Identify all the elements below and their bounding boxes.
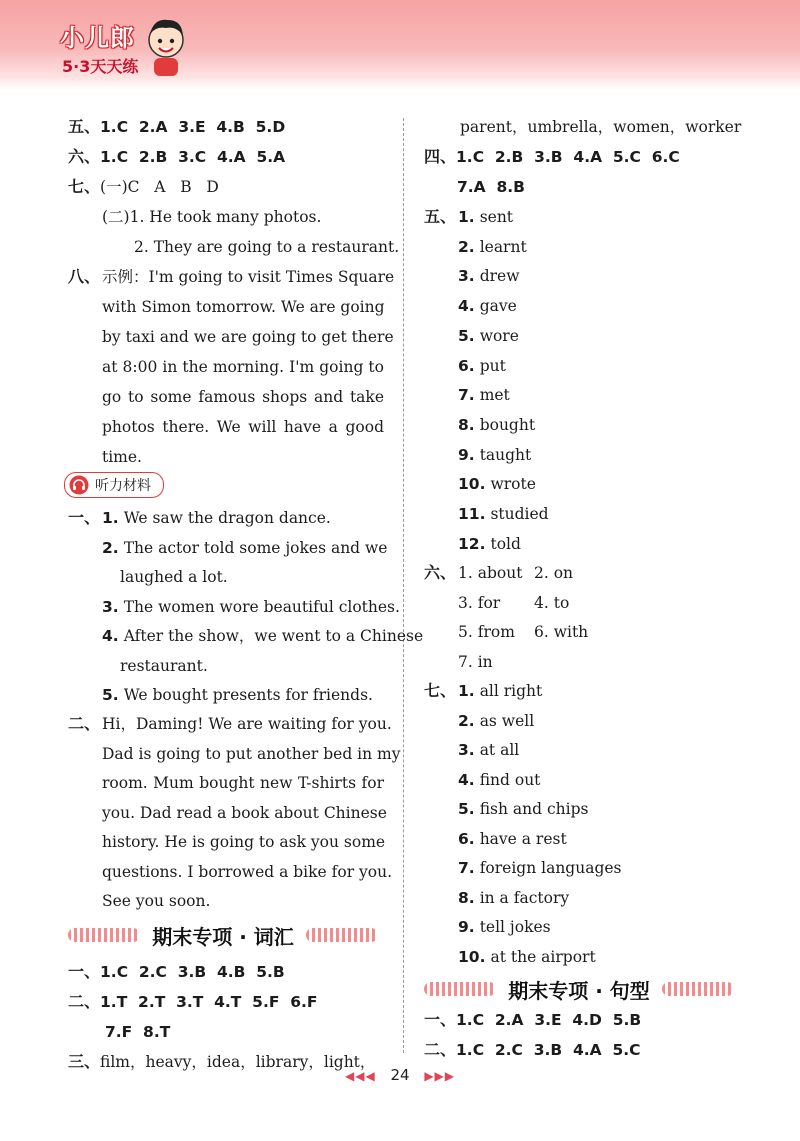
- passage-line: room. Mum bought new T-shirts for: [102, 774, 384, 792]
- section-tag: 五、: [424, 207, 457, 226]
- answer-item: [458, 232, 527, 262]
- item-text: wore: [479, 326, 519, 345]
- item-text: told: [490, 534, 521, 553]
- answer-text: 1.C 2.A 3.E 4.D 5.B: [456, 1011, 642, 1029]
- listening-sentence-cont: laughed a lot.: [120, 568, 228, 586]
- item-text: fish and chips: [479, 800, 589, 818]
- answer-item: [458, 883, 569, 913]
- answer-item: [458, 469, 536, 499]
- sentence-section-banner: [424, 974, 734, 1004]
- essay-line: photos there. We will have a good: [102, 418, 384, 436]
- brand-logo: [56, 14, 186, 78]
- answer-item: [458, 202, 513, 232]
- answer-text: (一)C A B D: [100, 178, 219, 196]
- item-number: 8.: [458, 415, 475, 434]
- section-tag: 二、: [68, 992, 101, 1011]
- passage-line: Dad is going to put another bed in my: [102, 744, 401, 763]
- answer-pair-a: 5. from: [458, 623, 515, 641]
- answer-pair-b: 2. on: [534, 564, 574, 582]
- answer-text: film，heavy，idea，library，light，: [100, 1053, 376, 1071]
- item-text: taught: [479, 445, 532, 464]
- item-text: After the show，we went to a Chinese: [123, 627, 424, 645]
- answer-item: [458, 824, 567, 854]
- answer-pair-a: 1. about: [458, 564, 523, 582]
- item-number: 3.: [458, 267, 475, 286]
- answer-item: [458, 440, 531, 470]
- answer-item: [458, 261, 519, 291]
- item-number: 1.: [102, 509, 119, 527]
- item-text: at all: [479, 741, 520, 759]
- item-number: 5.: [458, 800, 475, 818]
- answer-si-cont: 7.A 8.B: [457, 178, 525, 196]
- listening-sentence: [102, 621, 423, 651]
- answer-item: [458, 706, 534, 736]
- item-number: 7.: [458, 386, 475, 405]
- item-number: 3.: [458, 741, 475, 759]
- answer-item: [458, 321, 519, 351]
- section-tag: 二、: [424, 1040, 457, 1059]
- item-text: tell jokes: [479, 918, 551, 936]
- essay-line: with Simon tomorrow. We are going: [102, 298, 385, 316]
- page-header: [0, 0, 800, 90]
- listening-sentence: [102, 533, 387, 563]
- item-number: 2.: [102, 538, 119, 557]
- banner-stripes: [662, 982, 734, 996]
- item-text: have a rest: [479, 829, 567, 848]
- column-divider: [403, 118, 404, 1053]
- listening-sentence: [102, 680, 373, 710]
- answer-qi-part2a: (二)1. He took many photos.: [102, 208, 322, 226]
- prev-arrows-icon: ◀◀◀: [344, 1069, 376, 1083]
- listening-label-text: 听力材料: [95, 478, 151, 494]
- section-tag: 三、: [68, 1052, 101, 1071]
- essay-line: at 8:00 in the morning. I'm going to: [102, 358, 384, 376]
- answer-text: 1.C 2.A 3.E 4.B 5.D: [100, 118, 286, 136]
- essay-line: 示例：I'm going to visit Times Square: [102, 268, 395, 286]
- vocab-yi: [68, 957, 285, 987]
- section-tag: 七、: [424, 681, 457, 700]
- answer-item: [458, 912, 551, 942]
- listening-sentence-cont: restaurant.: [120, 656, 208, 675]
- item-text: We bought presents for friends.: [123, 686, 373, 704]
- item-text: foreign languages: [479, 859, 622, 877]
- item-number: 12.: [458, 534, 486, 553]
- section-tag: 六、: [424, 563, 457, 582]
- item-text: find out: [479, 770, 541, 789]
- section-tag: 七、: [68, 177, 101, 196]
- answer-liu: [424, 558, 456, 588]
- listening-material-label: [64, 472, 164, 498]
- section-tag: 六、: [68, 147, 101, 166]
- answer-wu: [424, 202, 456, 232]
- item-text: The actor told some jokes and we: [123, 538, 388, 557]
- item-number: 4.: [458, 297, 475, 316]
- answer-pair-a: 7. in: [458, 652, 493, 671]
- section-tag: 五、: [68, 117, 101, 136]
- answer-item: [458, 499, 549, 529]
- essay-line: time.: [102, 448, 142, 466]
- passage-line: history. He is going to ask you some: [102, 833, 386, 851]
- item-text: The women wore beautiful clothes.: [123, 597, 400, 616]
- answer-text: 1.C 2.B 3.C 4.A 5.A: [100, 148, 286, 166]
- sentence-yi: [424, 1005, 641, 1035]
- item-number: 9.: [458, 445, 475, 464]
- vocab-section-title: 期末专项 · 词汇: [152, 924, 294, 949]
- item-text: wrote: [490, 475, 536, 494]
- item-text: learnt: [479, 237, 527, 256]
- answer-pair-a: 3. for: [458, 593, 501, 612]
- section-tag: 一、: [424, 1010, 457, 1029]
- item-number: 11.: [458, 505, 486, 523]
- answer-item: [458, 529, 521, 559]
- item-number: 1.: [458, 682, 475, 700]
- next-arrows-icon: ▶▶▶: [424, 1069, 456, 1083]
- answer-text: 1.C 2.B 3.B 4.A 5.C 6.C: [456, 148, 680, 166]
- item-text: gave: [479, 297, 517, 316]
- item-number: 10.: [458, 947, 486, 966]
- answer-text: 1.C 2.C 3.B 4.B 5.B: [100, 963, 285, 981]
- item-text: studied: [490, 505, 549, 523]
- section-tag: 八、: [68, 267, 101, 286]
- item-text: in a factory: [479, 888, 570, 907]
- answer-qi: [424, 676, 456, 706]
- banner-stripes: [424, 982, 496, 996]
- answer-pair-b: 4. to: [534, 593, 570, 612]
- answer-liu: [68, 142, 285, 172]
- item-text: all right: [479, 682, 543, 700]
- item-text: put: [479, 356, 506, 375]
- answer-qi: [68, 172, 219, 202]
- item-text: as well: [479, 711, 535, 730]
- passage-line: Hi，Daming! We are waiting for you.: [102, 715, 392, 733]
- item-number: 5.: [102, 686, 119, 704]
- answer-item: [458, 735, 519, 765]
- answer-text: 1.C 2.C 3.B 4.A 5.C: [456, 1041, 641, 1059]
- section-tag: 二、: [68, 714, 101, 733]
- passage-line: See you soon.: [102, 892, 211, 910]
- item-number: 2.: [458, 237, 475, 256]
- vocab-section-banner: [68, 920, 378, 950]
- answer-item: [458, 853, 622, 883]
- vocab-er: [68, 987, 318, 1017]
- answer-si: [424, 142, 680, 172]
- answer-item: [458, 676, 542, 706]
- answer-qi-part2b: 2. They are going to a restaurant.: [134, 238, 400, 256]
- listening-yi: [68, 503, 100, 533]
- item-number: 5.: [458, 326, 475, 345]
- item-text: met: [479, 386, 510, 405]
- essay-line: go to some famous shops and take: [102, 388, 384, 406]
- sentence-section-title: 期末专项 · 句型: [508, 978, 650, 1003]
- item-number: 10.: [458, 475, 486, 494]
- answer-pair-b: 6. with: [534, 623, 589, 641]
- item-number: 2.: [458, 711, 475, 730]
- answer-item: [458, 794, 588, 824]
- listening-er: [68, 709, 100, 739]
- section-tag: 四、: [424, 147, 457, 166]
- listening-sentence: [102, 592, 400, 622]
- item-number: 1.: [458, 208, 475, 226]
- item-number: 4.: [102, 627, 119, 645]
- logo-subtitle: 5·3天天练: [62, 57, 139, 76]
- answer-ba: [68, 262, 100, 292]
- answer-text: 1.T 2.T 3.T 4.T 5.F 6.F: [100, 993, 318, 1011]
- banner-stripes: [306, 928, 378, 942]
- item-number: 6.: [458, 356, 475, 375]
- item-text: sent: [479, 208, 514, 226]
- answer-item: [458, 765, 540, 795]
- passage-line: you. Dad read a book about Chinese: [102, 803, 387, 822]
- section-tag: 一、: [68, 508, 101, 527]
- vocab-er-cont: 7.F 8.T: [105, 1023, 171, 1041]
- essay-line: by taxi and we are going to get there: [102, 328, 394, 346]
- item-number: 4.: [458, 770, 475, 789]
- listening-sentence: [102, 503, 331, 533]
- item-number: 8.: [458, 888, 475, 907]
- item-number: 9.: [458, 918, 475, 936]
- passage-line: questions. I borrowed a bike for you.: [102, 862, 393, 881]
- item-text: We saw the dragon dance.: [123, 509, 331, 527]
- page-number: 24: [390, 1066, 410, 1084]
- item-text: bought: [479, 415, 536, 434]
- answer-item: [458, 380, 510, 410]
- answer-item: [458, 291, 517, 321]
- answer-wu: [68, 112, 285, 142]
- item-number: 3.: [102, 597, 119, 616]
- section-tag: 一、: [68, 962, 101, 981]
- headphones-icon: [69, 475, 89, 495]
- banner-stripes: [68, 928, 140, 942]
- mascot-boy-icon: [144, 14, 188, 78]
- logo-title: 小儿郎: [60, 24, 135, 52]
- item-number: 6.: [458, 829, 475, 848]
- item-text: at the airport: [490, 947, 596, 966]
- sentence-er: [424, 1035, 641, 1065]
- answer-item: [458, 942, 596, 972]
- page-footer: [0, 1066, 800, 1084]
- vocab-san-cont: parent，umbrella，women，worker: [460, 118, 742, 136]
- answer-item: [458, 410, 535, 440]
- answer-item: [458, 351, 506, 381]
- item-number: 7.: [458, 859, 475, 877]
- item-text: drew: [479, 267, 520, 286]
